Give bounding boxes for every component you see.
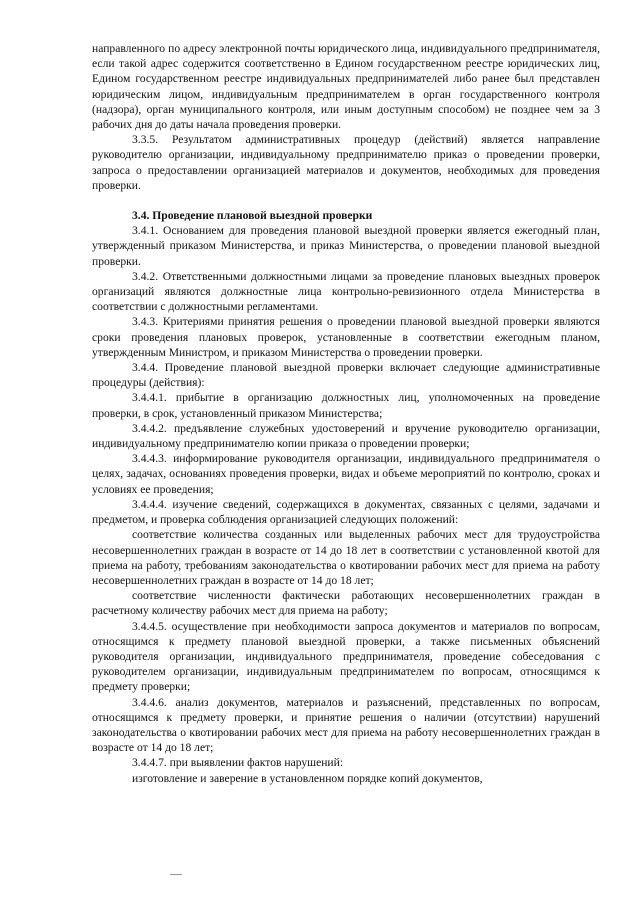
paragraph-3-4-4-7: 3.4.4.7. при выявлении фактов нарушений: <box>132 756 344 770</box>
paragraph-3-4-1: 3.4.1. Основанием для проведения плановой выездной проверки является ежегодный план, утвержденный приказом Министерства, и приказ Министерства, о проведении плановой выездной проверки. <box>92 224 600 268</box>
section-heading-3-4: 3.4. Проведение плановой выездной проверки <box>132 209 373 223</box>
paragraph-3-4-4-2: 3.4.4.2. предъявление служебных удостоверений и вручение руководителю организации, индивидуальному предпринимателю копии приказа о проведении проверки; <box>92 421 600 451</box>
paragraph-3-4-4-3: 3.4.4.3. информирование руководителя организации, индивидуального предпринимателя о целях, задачах, основаниях проведения проверки, видах и объеме мероприятий по контролю, сроках и условиях ее проведения; <box>92 452 600 496</box>
paragraph-3-4-2: 3.4.2. Ответственными должностными лицами за проведение плановых выездных проверок организаций являются должностные лица контрольно-ревизионного отдела Министерства в соответствии с должностными регламентами. <box>92 269 600 314</box>
paragraph-copies: изготовление и заверение в установленном порядке копий документов, <box>132 771 483 785</box>
paragraph-3-4-4-4: 3.4.4.4. изучение сведений, содержащихся в документах, связанных с целями, задачами и предметом, и проверка соблюдения организацией следующих положений: <box>92 497 600 527</box>
paragraph-3-3-5: 3.3.5. Результатом административных процедур (действий) является направление руководителю организации, индивидуальному предпринимателю приказ о проведении проверки, запроса о предоставлении организацией материалов и документов, необходимых для проведения проверки. <box>92 133 600 192</box>
paragraph-continuation: направленного по адресу электронной почты юридического лица, индивидуального предпринимателя, если такой адрес содержится соответственно в Едином государственном реестре юридических лиц, Едином государственном реестре индивидуальных предпринимателей либо ранее был представлен юридическим лицом, индивидуальным предпринимателем в орган государственного контроля (надзора), орган муниципального контроля, или иным доступным способом) не позднее чем за 3 рабочих дня до даты начала проведения проверки. <box>92 42 600 132</box>
paragraph-3-4-4-6: 3.4.4.6. анализ документов, материалов и разъяснений, представленных по вопросам, относящимся к предмету проверки, и принятие решения о наличии (отсутствии) нарушений законодательства о квотировании рабочих мест для приема на работу несовершеннолетних граждан в возрасте от 14 до 18 лет; <box>92 695 600 755</box>
document-body <box>92 41 600 786</box>
paragraph-3-4-3: 3.4.3. Критериями принятия решения о проведении плановой выездной проверки являются сроки проведения плановых проверок, установленные в соответствии ежегодным планом, утвержденным Министром, и приказом Министерства о проведении проверки. <box>92 315 600 359</box>
paragraph-quota-compliance: соответствие количества созданных или выделенных рабочих мест для трудоустройства несовершеннолетних граждан в возрасте от 14 до 18 лет в соответствии с установленной квотой для приема на работу, требованиям законодательства о квотировании рабочих мест для приема на работу несовершеннолетних граждан в возрасте от 14 до 18 лет; <box>92 528 600 587</box>
paragraph-staff-compliance: соответствие численности фактически работающих несовершеннолетних граждан в расчетному количеству рабочих мест для приема на работу; <box>92 589 600 618</box>
paragraph-3-4-4: 3.4.4. Проведение плановой выездной проверки включает следующие административные процедуры (действия): <box>92 361 600 390</box>
paragraph-3-4-4-5: 3.4.4.5. осуществление при необходимости запроса документов и материалов по вопросам, относящимся к предмету плановой выездной проверки, а также письменных объяснений руководителя организации, индивидуального предпринимателя, проведение собеседования с руководителем организации, индивидуальным предпринимателем по вопросам, относящимся к предмету проверки; <box>92 619 600 694</box>
paragraph-3-4-4-1: 3.4.4.1. прибытие в организацию должностных лиц, уполномоченных на проведение проверки, в срок, установленный приказом Министерства; <box>92 391 600 420</box>
scan-mark <box>170 874 182 875</box>
